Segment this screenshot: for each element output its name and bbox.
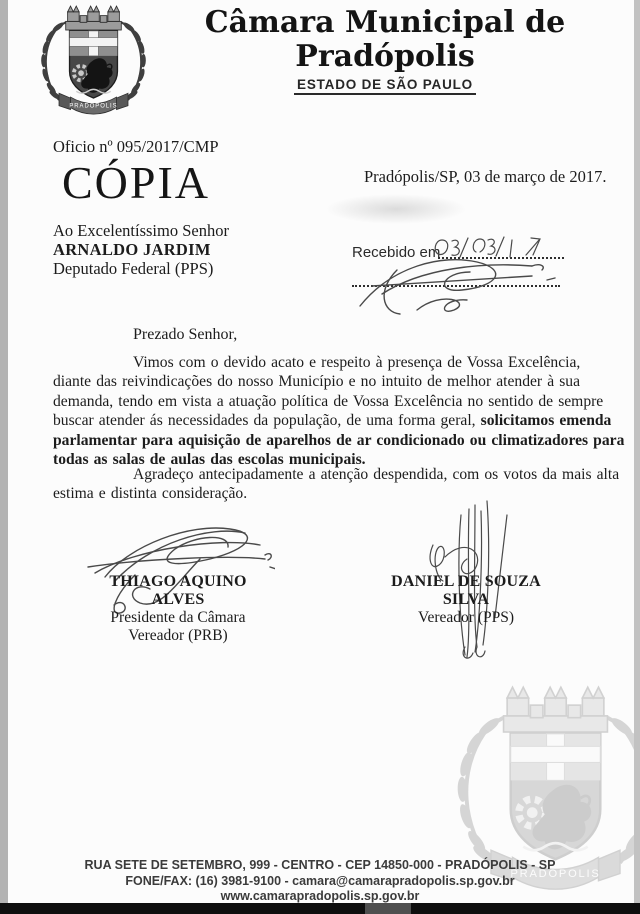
body-line: Agradeço antecipadamente a atenção despendida, com os votos da mais alta xyxy=(133,466,620,483)
org-title: Câmara Municipal de Pradópolis xyxy=(204,5,566,74)
dateline: Pradópolis/SP, 03 de março de 2017. xyxy=(364,167,607,186)
scan-right-edge xyxy=(634,0,640,903)
coat-of-arms-logo xyxy=(36,2,151,127)
signatory-left xyxy=(88,573,268,645)
addressee-name: ARNALDO JARDIM xyxy=(53,239,211,259)
body-line: Vimos com o devido acato e respeito à presença de Vossa Excelência, xyxy=(133,354,581,371)
body-line: parlamentar para aquisição de aparelhos de ar condicionado ou climatizadores para xyxy=(53,432,625,449)
signatory-title: Vereador (PRB) xyxy=(128,627,228,644)
received-label: Recebido em xyxy=(352,244,441,261)
body-line: diante das reivindicações do nosso Município e no intuito de melhor atender à sua xyxy=(53,373,581,390)
oficio-number: Oficio nº 095/2017/CMP xyxy=(53,137,219,156)
body-line xyxy=(53,412,611,430)
signatory-name: THIAGO AQUINO ALVES xyxy=(109,573,247,608)
body-line-normal: buscar atender ás necessidades da população, de uma forma geral, xyxy=(53,412,481,429)
addressee-role: Deputado Federal (PPS) xyxy=(53,258,214,278)
scan-bottom-bar-segment xyxy=(365,903,411,914)
copy-stamp: CÓPIA xyxy=(62,157,211,208)
footer-address: RUA SETE DE SETEMBRO, 999 - CENTRO - CEP 14850-000 - PRADÓPOLIS - SP xyxy=(84,858,556,872)
signatory-title: Presidente da Câmara xyxy=(110,609,246,626)
addressee-salutation: Ao Excelentíssimo Senhor xyxy=(53,221,229,240)
footer-website: www.camarapradopolis.sp.gov.br xyxy=(220,889,420,903)
scan-smudge xyxy=(326,194,466,224)
scan-left-edge xyxy=(0,0,8,903)
body-line: estima e distinta consideração. xyxy=(53,485,248,502)
signatory-name: DANIEL DE SOUZA SILVA xyxy=(391,573,541,608)
scan-bottom-bar xyxy=(0,903,640,914)
body-line-bold: solicitamos emenda xyxy=(480,412,612,429)
footer-contact: FONE/FAX: (16) 3981-9100 - camara@camarapradopolis.sp.gov.br xyxy=(125,873,515,888)
body-line: todas as salas de aulas das escolas municipais. xyxy=(53,451,366,468)
received-signature-scribble xyxy=(342,250,570,318)
footer xyxy=(62,858,578,905)
body-line: demanda, tendo em vista a atuação política de Vossa Excelência no sentido de sempre xyxy=(53,393,604,410)
addressee-block xyxy=(53,222,229,278)
org-subtitle: ESTADO DE SÃO PAULO xyxy=(294,77,476,95)
received-stamp xyxy=(352,244,564,316)
signatory-right xyxy=(370,573,562,627)
greeting: Prezado Senhor, xyxy=(133,326,238,343)
signatory-title: Vereador (PPS) xyxy=(418,609,514,626)
letterhead xyxy=(160,6,610,95)
